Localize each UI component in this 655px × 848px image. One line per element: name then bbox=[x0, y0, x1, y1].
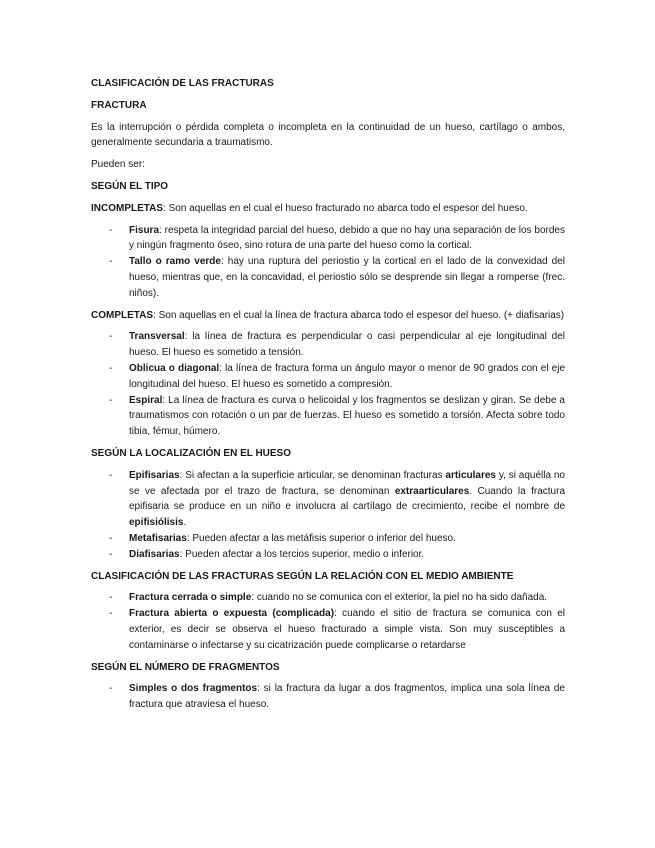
item-text: : la línea de fractura es perpendicular o casi perpendicular al eje longitudinal del hueso. El hueso es sometido a tensión. bbox=[129, 331, 565, 359]
item-text: : Pueden afectar a las metáfisis superior o inferior del hueso. bbox=[186, 532, 456, 544]
dash-bullet: - bbox=[109, 548, 113, 560]
pueden-ser-text: Pueden ser: bbox=[91, 159, 145, 171]
dash-bullet: - bbox=[109, 394, 113, 406]
document-title: CLASIFICACIÓN DE LAS FRACTURAS bbox=[91, 78, 274, 89]
item-text: : La línea de fractura es curva o helicoidal y los fragmentos se deslizan y giran. Se debe a traumatismos con rotación o un par de fuerzas. El hueso es sometido a torsión. Afecta sobre todo tibia, fémur, húmero. bbox=[129, 394, 565, 438]
item-term: Tallo o ramo verde bbox=[129, 256, 221, 268]
dash-bullet: - bbox=[109, 256, 113, 268]
list-item bbox=[91, 606, 565, 653]
document-page bbox=[91, 76, 565, 719]
localizacion-list bbox=[91, 468, 565, 563]
dash-bullet: - bbox=[109, 331, 113, 343]
item-term: Fractura cerrada o simple bbox=[129, 592, 252, 604]
item-text: : hay una ruptura del periostio y la cortical en el lado de la convexidad del hueso, mientras que, en la concavidad, el periostio sólo se desprende sin llegar a romperse (frec. niños). bbox=[129, 256, 565, 299]
dash-bullet: - bbox=[109, 224, 113, 236]
item-term: Espiral bbox=[129, 394, 163, 406]
list-item bbox=[91, 547, 565, 563]
completas-paragraph bbox=[91, 308, 565, 324]
item-term: Fractura abierta o expuesta (complicada) bbox=[129, 608, 335, 620]
section-heading-segun-localizacion: SEGÚN LA LOCALIZACIÓN EN EL HUESO bbox=[91, 447, 292, 459]
item-text: : Pueden afectar a los tercios superior, medio o inferior. bbox=[179, 548, 425, 560]
item-text: : si la fractura da lugar a dos fragmentos, implica una sola línea de fractura que atraviesa el hueso. bbox=[129, 683, 565, 711]
item-text: : Si afectan a la superficie articular, se denominan fracturas bbox=[179, 469, 446, 481]
item-text: y, si aquélla no se ve afectada por el trazo de fractura, se denominan bbox=[129, 469, 565, 497]
list-item bbox=[91, 254, 565, 301]
item-text: : la línea de fractura forma un ángulo mayor o menor de 90 grados con el eje longitudinal del hueso. El hueso es sometido a compresión. bbox=[129, 362, 566, 390]
medio-list bbox=[91, 590, 565, 653]
list-item bbox=[91, 361, 565, 393]
item-text: . Cuando la fractura epifisaria se produce en un niño e involucra al cartílago de crecimiento, recibe el nombre de bbox=[129, 485, 566, 513]
incompletas-paragraph bbox=[91, 201, 565, 217]
item-term: Epifisarias bbox=[129, 469, 180, 481]
list-item bbox=[91, 468, 565, 531]
dash-bullet: - bbox=[109, 469, 113, 481]
item-text: . bbox=[183, 517, 187, 529]
list-item bbox=[91, 590, 565, 606]
dash-bullet: - bbox=[109, 362, 113, 374]
dash-bullet: - bbox=[109, 683, 113, 695]
item-term: Fisura bbox=[129, 224, 160, 236]
incompletas-list bbox=[91, 223, 565, 302]
list-item bbox=[91, 393, 565, 440]
section-heading-segun-medio: CLASIFICACIÓN DE LAS FRACTURAS SEGÚN LA RELACIÓN CON EL MEDIO AMBIENTE bbox=[91, 570, 514, 582]
section-heading-segun-numero: SEGÚN EL NÚMERO DE FRAGMENTOS bbox=[91, 661, 280, 673]
fractura-definition: Es la interrupción o pérdida completa o incompleta en la continuidad de un hueso, cartílago o ambos, generalmente secundaria a traumatismo. bbox=[91, 121, 565, 149]
item-term-epifisiolisis: epifisiólisis bbox=[129, 517, 184, 529]
incompletas-text: : Son aquellas en el cual el hueso fracturado no abarca todo el espesor del hueso. bbox=[163, 202, 528, 214]
completas-text: : Son aquellas en el cual la línea de fractura abarca todo el espesor del hueso. (+ diafisarias) bbox=[153, 309, 565, 321]
item-term: Diafisarias bbox=[129, 548, 180, 560]
section-heading-segun-tipo: SEGÚN EL TIPO bbox=[91, 180, 169, 192]
section-heading-fractura: FRACTURA bbox=[91, 99, 147, 111]
dash-bullet: - bbox=[109, 532, 113, 544]
item-text: : respeta la integridad parcial del hueso, debido a que no hay una separación de los bordes y ningún fragmento óseo, sino rotura de una parte del hueso como la cortical. bbox=[129, 224, 565, 252]
item-term: Metafisarias bbox=[129, 532, 187, 544]
list-item bbox=[91, 329, 565, 361]
completas-list bbox=[91, 329, 565, 440]
dash-bullet: - bbox=[109, 592, 113, 604]
numero-list bbox=[91, 681, 565, 713]
item-term: Transversal bbox=[129, 331, 185, 343]
completas-term: COMPLETAS bbox=[91, 309, 154, 321]
item-term: Oblicua o diagonal bbox=[129, 362, 220, 374]
list-item bbox=[91, 223, 565, 255]
list-item bbox=[91, 531, 565, 547]
item-term-extraarticulares: extraarticulares bbox=[394, 485, 470, 497]
item-term-articulares: articulares bbox=[445, 469, 496, 481]
incompletas-term: INCOMPLETAS bbox=[91, 202, 164, 214]
dash-bullet: - bbox=[109, 608, 113, 620]
item-text: : cuando no se comunica con el exterior, la piel no ha sido dañada. bbox=[251, 592, 548, 604]
list-item bbox=[91, 681, 565, 713]
item-text: : cuando el sitio de fractura se comunica con el exterior, es decir se observa el hueso fracturado a simple vista. Son muy susceptibles a contaminarse o infectarse y su cicatrización puede complicarse o retardarse bbox=[129, 608, 565, 651]
item-term: Simples o dos fragmentos bbox=[129, 683, 258, 695]
